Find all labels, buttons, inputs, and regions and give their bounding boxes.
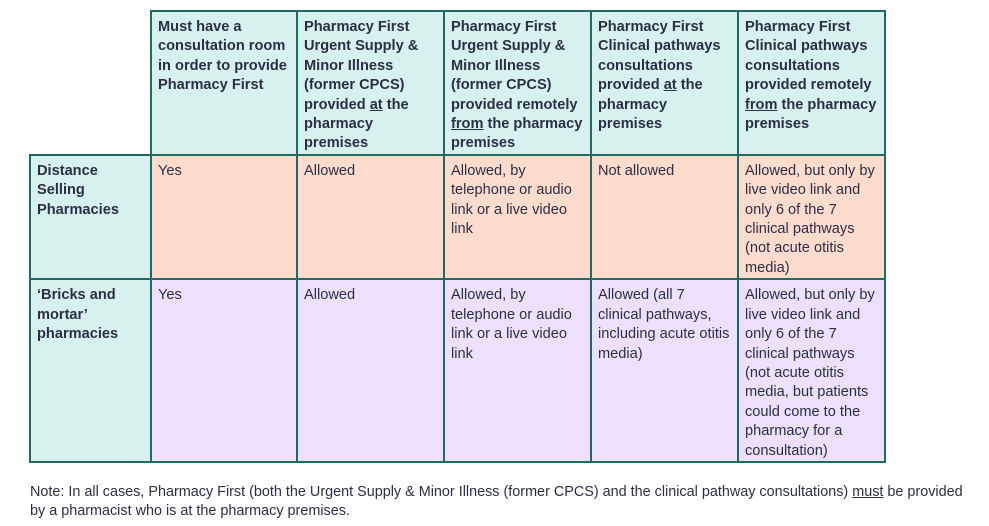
- underlined-at: at: [369, 96, 383, 113]
- header-urgent-supply-remote: Pharmacy First Urgent Supply & Minor Illness (former CPCS) provided remotely from the pharmacy premises: [444, 11, 591, 155]
- table-row-bricks-and-mortar: [30, 279, 885, 462]
- table-cell: Allowed (all 7 clinical pathways, including acute otitis media): [591, 279, 738, 462]
- empty-corner-cell: [30, 11, 151, 155]
- table-cell: Allowed: [297, 155, 444, 279]
- underlined-from: from: [451, 116, 484, 133]
- header-clinical-pathways-at-premises: Pharmacy First Clinical pathways consultations provided at the pharmacy premises: [591, 11, 738, 155]
- header-urgent-supply-at-premises: Pharmacy First Urgent Supply & Minor Illness (former CPCS) provided at the pharmacy premises: [297, 11, 444, 155]
- header-consultation-room: Must have a consultation room in order to provide Pharmacy First: [151, 11, 297, 155]
- table-cell: Allowed, by telephone or audio link or a live video link: [444, 155, 591, 279]
- table-row-distance-selling: [30, 155, 885, 279]
- table-cell: Yes: [151, 279, 297, 462]
- underlined-at: at: [663, 77, 677, 94]
- table-cell: Allowed, but only by live video link and only 6 of the 7 clinical pathways (not acute otitis media, but patients could come to the pharmacy for a consultation): [738, 279, 885, 462]
- footnote: Note: In all cases, Pharmacy First (both the Urgent Supply & Minor Illness (former CPCS) and the clinical pathway consultations) must be provided by a pharmacist who is at the pharmacy premises.: [30, 484, 963, 520]
- table-cell: Allowed, but only by live video link and only 6 of the 7 clinical pathways (not acute otitis media): [738, 155, 885, 279]
- table-cell: Yes: [151, 155, 297, 279]
- underlined-from: from: [745, 96, 778, 113]
- row-label: ‘Bricks and mortar’ pharmacies: [30, 279, 151, 462]
- underlined-must: must: [852, 484, 884, 500]
- row-label: Distance Selling Pharmacies: [30, 155, 151, 279]
- header-row: [30, 11, 885, 155]
- table-cell: Allowed: [297, 279, 444, 462]
- table-cell: Not allowed: [591, 155, 738, 279]
- header-clinical-pathways-remote: Pharmacy First Clinical pathways consultations provided remotely from the pharmacy premises: [738, 11, 885, 155]
- table-cell: Allowed, by telephone or audio link or a live video link: [444, 279, 591, 462]
- pharmacy-first-table: [29, 10, 886, 463]
